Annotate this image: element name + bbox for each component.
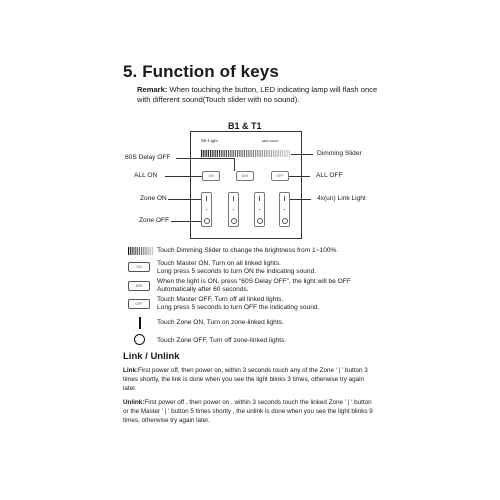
all-off-key[interactable]: OFF xyxy=(271,171,289,181)
unlink-instructions xyxy=(123,398,378,426)
dimming-slider[interactable] xyxy=(201,150,291,157)
legend-text-zone-off: Touch Zone OFF, Turn off zone-linked lights. xyxy=(157,337,287,344)
zone-2-key[interactable] xyxy=(228,192,239,227)
delay-off-key[interactable]: 60S xyxy=(236,171,254,181)
remark-label: Remark: xyxy=(137,85,168,94)
callout-line-all-off xyxy=(289,176,310,177)
legend-text-off: Touch Master OFF, Turn off all linked lights. Long press 5 seconds to turn OFF the indicating sound. xyxy=(157,296,320,312)
unlink-label: Unlink: xyxy=(123,399,145,406)
remark xyxy=(137,85,387,105)
callout-line-all-on xyxy=(165,176,202,177)
callout-line-zone-on xyxy=(168,199,201,200)
callout-dimming-slider: Dimming Slider xyxy=(317,150,362,157)
callout-line-delay-vertical xyxy=(234,158,235,171)
link-unlink-heading: Link / Unlink xyxy=(123,351,180,362)
zone-1-key[interactable] xyxy=(201,192,212,227)
callout-line-zone-off xyxy=(171,221,201,222)
brand-logo-secondary: ᴇᴀsʏ ʟɪɢʜᴛ xyxy=(262,138,279,143)
callout-link-light: 4x(un) Link Light xyxy=(317,195,366,202)
zone-off-circle-icon xyxy=(134,334,145,345)
callout-delay-off: 60S Delay OFF xyxy=(125,154,171,161)
brand-logo: Mi-Light xyxy=(201,138,218,143)
legend-text-slider: Touch Dimming Slider to change the brightness from 1~100%. xyxy=(157,247,339,254)
zone-3-key[interactable] xyxy=(254,192,265,227)
callout-line-link xyxy=(290,199,311,200)
legend-on-key-icon: ON xyxy=(128,262,150,272)
callout-line-slider xyxy=(291,154,313,155)
all-on-key[interactable]: ON xyxy=(202,171,220,181)
link-instructions xyxy=(123,366,378,394)
callout-zone-on: Zone ON xyxy=(140,195,167,202)
unlink-text: First power off , then power on , within 3 seconds touch the linked Zone ' | ' button or the Master ' | ' button 5 times shortly , the unlink is done when you see the light blinks 9 times, otherwise try again later. xyxy=(123,399,373,425)
zone-on-bar-icon xyxy=(139,317,141,329)
legend-delay-key-icon: 60S xyxy=(128,281,150,291)
link-text: First power off, then power on, within 3 seconds touch any of the Zone ' | ' button 3 times shortly, the link is done when you see the light blinks 3 times, otherwise try again later. xyxy=(123,367,368,393)
model-label: B1 & T1 xyxy=(228,121,262,131)
legend-text-on: Touch Master ON, Turn on all linked lights. Long press 5 seconds to turn ON the indicating sound. xyxy=(157,260,317,276)
slider-legend-icon xyxy=(128,247,154,255)
link-label: Link: xyxy=(123,367,139,374)
callout-all-on: ALL ON xyxy=(134,172,158,179)
legend-off-key-icon: OFF xyxy=(128,299,150,309)
callout-zone-off: Zone OFF xyxy=(139,217,170,224)
legend-text-delay: When the light is ON, press “60S Delay OFF”, the light will be OFF Automatically after 60 seconds. xyxy=(157,278,351,294)
callout-all-off: ALL OFF xyxy=(316,172,343,179)
legend-text-zone-on: Touch Zone ON, Turn on zone-linked lights. xyxy=(157,319,284,326)
callout-line-delay xyxy=(176,158,234,159)
section-title: 5. Function of keys xyxy=(123,62,279,81)
remark-text: When touching the button, LED indicating lamp will flash once with different sound(Touch slider with no sound). xyxy=(137,85,378,104)
zone-4-key[interactable] xyxy=(279,192,290,227)
